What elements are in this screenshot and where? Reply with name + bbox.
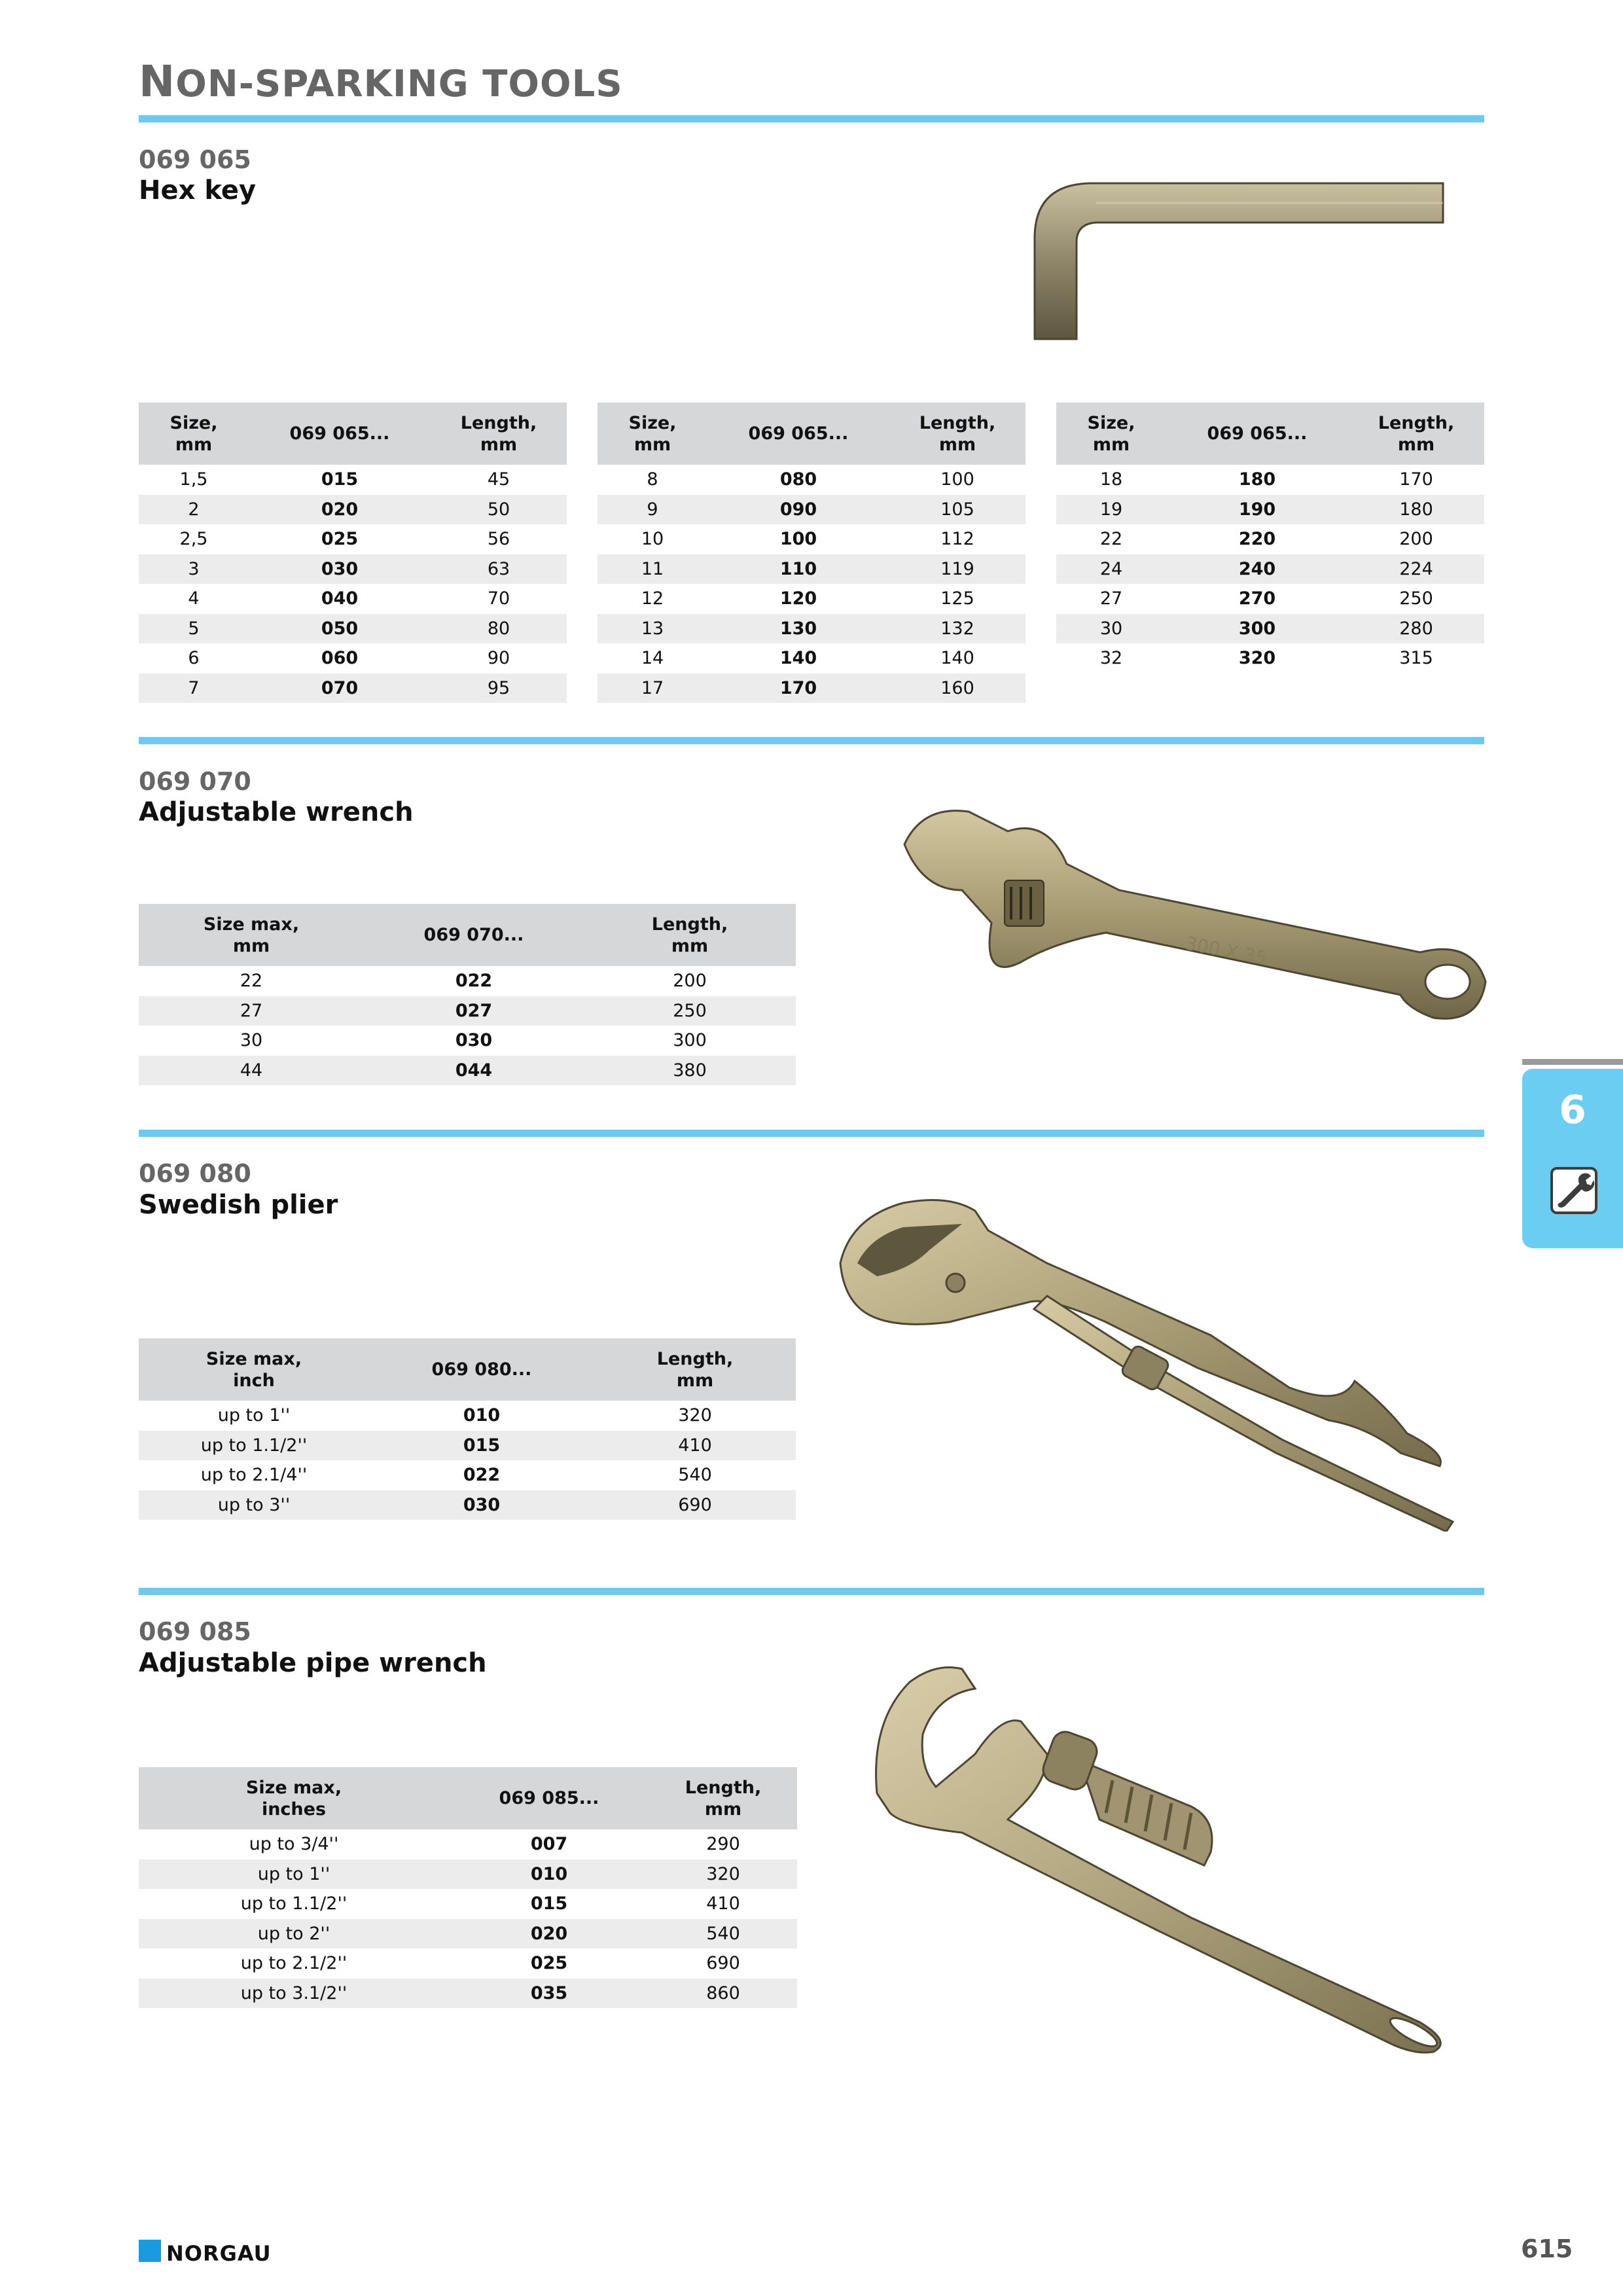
table-row: 11 110 119 (597, 554, 1026, 584)
table-row: 2 020 50 (139, 495, 567, 525)
column-header-size: Size, mm (1056, 403, 1166, 465)
page-number: 615 (1521, 2234, 1573, 2263)
column-header-code: 069 065... (249, 403, 431, 465)
section-rule (139, 737, 1484, 744)
column-header-code: 069 080... (369, 1338, 594, 1401)
column-header-length: Length, mm (1348, 403, 1484, 465)
column-header-size: Size max, inch (139, 1338, 369, 1401)
table-row: up to 1'' 010 320 (139, 1859, 797, 1890)
product-name: Adjustable wrench (139, 797, 414, 827)
product-code: 069 080 (139, 1159, 251, 1188)
table-row: up to 3.1/2'' 035 860 (139, 1979, 797, 2009)
table-row: 27 270 250 (1099, 588, 1433, 609)
wrench-marking: 300 X 35 (1183, 932, 1269, 969)
table-row: 24 240 224 (1056, 554, 1484, 584)
table-row: 2,5 025 56 (179, 529, 510, 550)
table-row: 3 030 63 (139, 554, 567, 584)
table-row: up to 3'' 030 690 (139, 1490, 796, 1520)
column-header-code: 069 070... (364, 904, 584, 966)
product-name: Hex key (139, 175, 257, 206)
table-row: up to 2.1/2'' 025 690 (240, 1953, 740, 1974)
table-row: 44 044 380 (139, 1056, 796, 1086)
page-title: NON-SPARKING TOOLS (139, 56, 623, 107)
column-header-length: Length, mm (431, 403, 567, 465)
section-rule (139, 1588, 1484, 1595)
table-row: 13 130 132 (597, 614, 1026, 644)
column-header-code: 069 065... (707, 403, 889, 465)
table-row: 5 050 80 (139, 614, 567, 644)
column-header-length: Length, mm (649, 1767, 797, 1829)
table-row: 10 100 112 (641, 529, 974, 550)
swedish-plier-table (139, 1338, 796, 1520)
table-row: 12 120 125 (641, 588, 974, 609)
product-name: Adjustable pipe wrench (139, 1648, 487, 1678)
table-row: 9 090 105 (597, 495, 1026, 525)
table-row: up to 2'' 020 540 (139, 1919, 797, 1949)
column-header-size: Size, mm (597, 403, 707, 465)
hex-key-table-3 (1056, 403, 1484, 673)
table-row: 8 080 100 (647, 469, 974, 490)
table-row: up to 1'' 010 320 (217, 1405, 712, 1426)
product-code: 069 065 (139, 145, 251, 174)
table-row: 27 027 250 (139, 996, 796, 1026)
chapter-tab[interactable] (1522, 1069, 1623, 1248)
table-row: 18 180 170 (1099, 469, 1433, 490)
column-header-length: Length, mm (889, 403, 1026, 465)
wrench-icon (1550, 1167, 1597, 1214)
adjustable-wrench-image (897, 792, 1499, 1041)
table-row: 30 300 280 (1056, 614, 1484, 644)
chapter-number: 6 (1559, 1087, 1586, 1133)
column-header-code: 069 085... (449, 1767, 649, 1829)
chapter-tab-bar (1522, 1059, 1623, 1065)
product-code: 069 070 (139, 767, 251, 796)
hex-key-table-2 (597, 403, 1026, 703)
swedish-plier-image (831, 1191, 1466, 1532)
table-row: 17 170 160 (597, 673, 1026, 704)
hex-key-image (1018, 177, 1463, 347)
brand-logo-text: NORGAU (166, 2241, 272, 2266)
table-row: 14 140 140 (641, 648, 974, 669)
column-header-size: Size max, mm (139, 904, 364, 966)
product-name: Swedish plier (139, 1190, 338, 1220)
table-row: 32 320 315 (1099, 648, 1433, 669)
header-rule (139, 115, 1484, 122)
column-header-size: Size, mm (139, 403, 249, 465)
table-row: 1,5 015 45 (179, 469, 510, 490)
column-header-length: Length, mm (594, 1338, 796, 1401)
pipe-wrench-image (864, 1656, 1453, 2055)
brand-logo-mark (139, 2240, 161, 2262)
column-header-code: 069 065... (1166, 403, 1348, 465)
pipe-wrench-table (139, 1767, 797, 2008)
table-row: up to 2.1/4'' 022 540 (200, 1465, 712, 1486)
table-row: up to 1.1/2'' 015 410 (139, 1431, 796, 1461)
column-header-size: Size max, inches (139, 1767, 449, 1829)
product-code: 069 085 (139, 1617, 251, 1646)
table-row: up to 3/4'' 007 290 (249, 1834, 740, 1855)
section-rule (139, 1130, 1484, 1137)
table-row: 6 060 90 (188, 648, 510, 669)
table-row: up to 1.1/2'' 015 410 (240, 1893, 740, 1914)
table-row: 7 070 95 (139, 673, 567, 704)
column-header-length: Length, mm (584, 904, 796, 966)
hex-key-table-1 (139, 403, 567, 703)
table-row: 4 040 70 (188, 588, 510, 609)
adjustable-wrench-table (139, 904, 796, 1085)
table-row: 19 190 180 (1056, 495, 1484, 525)
table-row: 22 220 200 (1099, 529, 1433, 550)
table-row: 30 030 300 (240, 1030, 707, 1051)
table-row: 22 022 200 (240, 971, 707, 992)
